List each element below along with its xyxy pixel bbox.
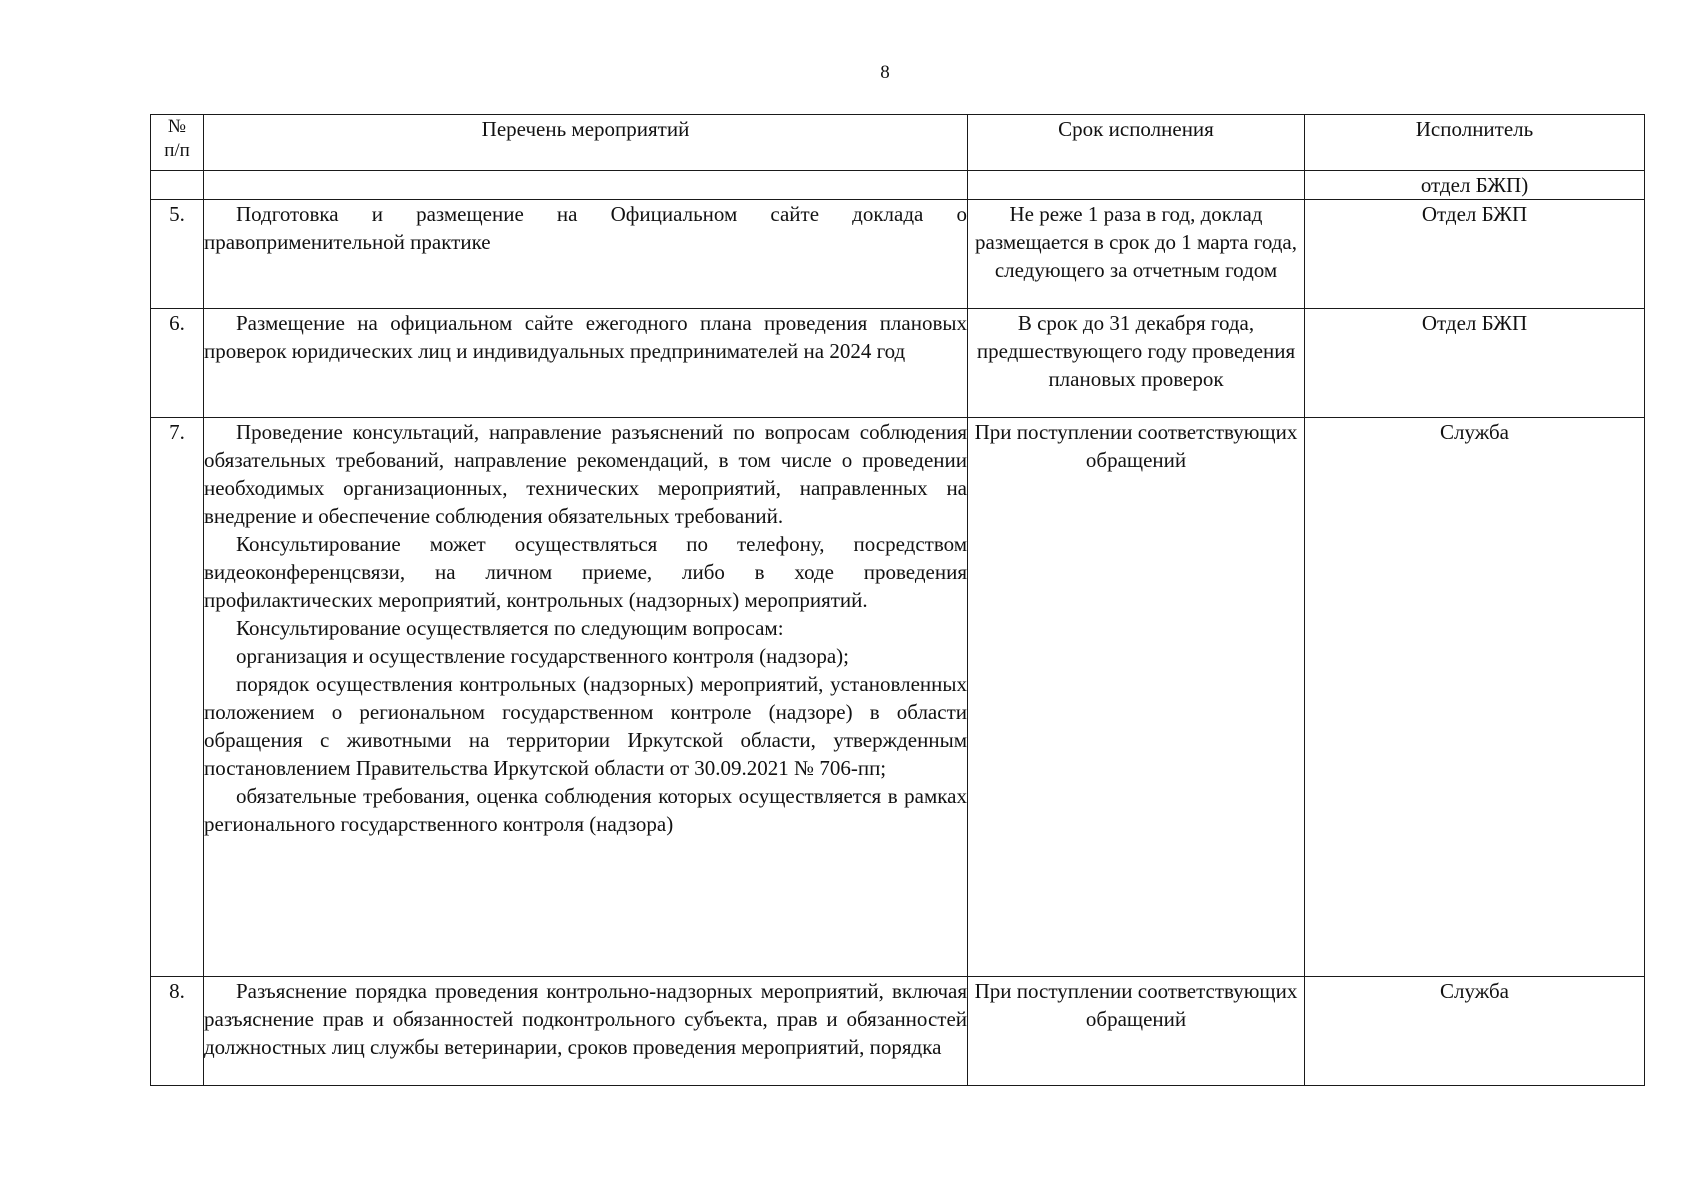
executor-cell: Отдел БЖП xyxy=(1305,200,1645,309)
header-number xyxy=(151,115,204,171)
term-cell: При поступлении соответствующих обращений xyxy=(968,418,1305,977)
activity-cell xyxy=(204,200,968,309)
activity-paragraph: порядок осуществления контрольных (надзорных) мероприятий, установленных положением о региональном государственном контроле (надзоре) в области обращения с животными на территории Иркутской области, утвержденным постановлением Правительства Иркутской области от 30.09.2021 № 706-пп; xyxy=(204,672,967,780)
table-row xyxy=(151,977,1645,1086)
header-executor: Исполнитель xyxy=(1305,115,1645,171)
table-row xyxy=(151,200,1645,309)
activities-table xyxy=(150,114,1645,1086)
term-cell: Не реже 1 раза в год, доклад размещается в срок до 1 марта года, следующего за отчетным годом xyxy=(968,200,1305,309)
activity-paragraph: Размещение на официальном сайте ежегодного плана проведения плановых проверок юридических лиц и индивидуальных предпринимателей на 2024 год xyxy=(204,311,967,363)
activity-cell xyxy=(204,977,968,1086)
continuation-activity-cell xyxy=(204,171,968,200)
term-cell: В срок до 31 декабря года, предшествующего году проведения плановых проверок xyxy=(968,309,1305,418)
activity-cell xyxy=(204,309,968,418)
continuation-executor: отдел БЖП) xyxy=(1305,171,1645,200)
row-number: 7. xyxy=(151,418,204,977)
row-number: 8. xyxy=(151,977,204,1086)
row-number: 6. xyxy=(151,309,204,418)
activity-paragraph: Разъяснение порядка проведения контрольно-надзорных мероприятий, включая разъяснение прав и обязанностей подконтрольного субъекта, прав и обязанностей должностных лиц службы ветеринарии, сроков проведения мероприятий, порядка xyxy=(204,979,967,1059)
header-number-line1: № xyxy=(167,116,187,137)
executor-cell: Отдел БЖП xyxy=(1305,309,1645,418)
table-header-row xyxy=(151,115,1645,171)
activity-cell xyxy=(204,418,968,977)
header-term: Срок исполнения xyxy=(968,115,1305,171)
executor-cell: Служба xyxy=(1305,977,1645,1086)
term-cell: При поступлении соответствующих обращений xyxy=(968,977,1305,1086)
row-number: 5. xyxy=(151,200,204,309)
continuation-term-cell xyxy=(968,171,1305,200)
continuation-num-cell xyxy=(151,171,204,200)
activity-paragraph: обязательные требования, оценка соблюдения которых осуществляется в рамках регионального государственного контроля (надзора) xyxy=(204,784,967,836)
continuation-row xyxy=(151,171,1645,200)
activity-paragraph: Консультирование осуществляется по следующим вопросам: xyxy=(236,616,784,640)
table-row xyxy=(151,418,1645,977)
activity-paragraph: организация и осуществление государственного контроля (надзора); xyxy=(236,644,849,668)
executor-cell: Служба xyxy=(1305,418,1645,977)
page-number: 8 xyxy=(880,62,890,83)
header-number-line2: п/п xyxy=(164,140,190,161)
table-row xyxy=(151,309,1645,418)
activity-paragraph: Проведение консультаций, направление разъяснений по вопросам соблюдения обязательных требований, направление рекомендаций, в том числе о проведении необходимых организационных, технических мероприятий, направленных на внедрение и обеспечение соблюдения обязательных требований. xyxy=(204,420,967,528)
header-activities: Перечень мероприятий xyxy=(204,115,968,171)
activity-paragraph: Консультирование может осуществляться по телефону, посредством видеоконференцсвязи, на личном приеме, либо в ходе проведения профилактических мероприятий, контрольных (надзорных) мероприятий. xyxy=(204,532,967,612)
activity-paragraph: Подготовка и размещение на Официальном сайте доклада о правоприменительной практике xyxy=(204,202,967,254)
